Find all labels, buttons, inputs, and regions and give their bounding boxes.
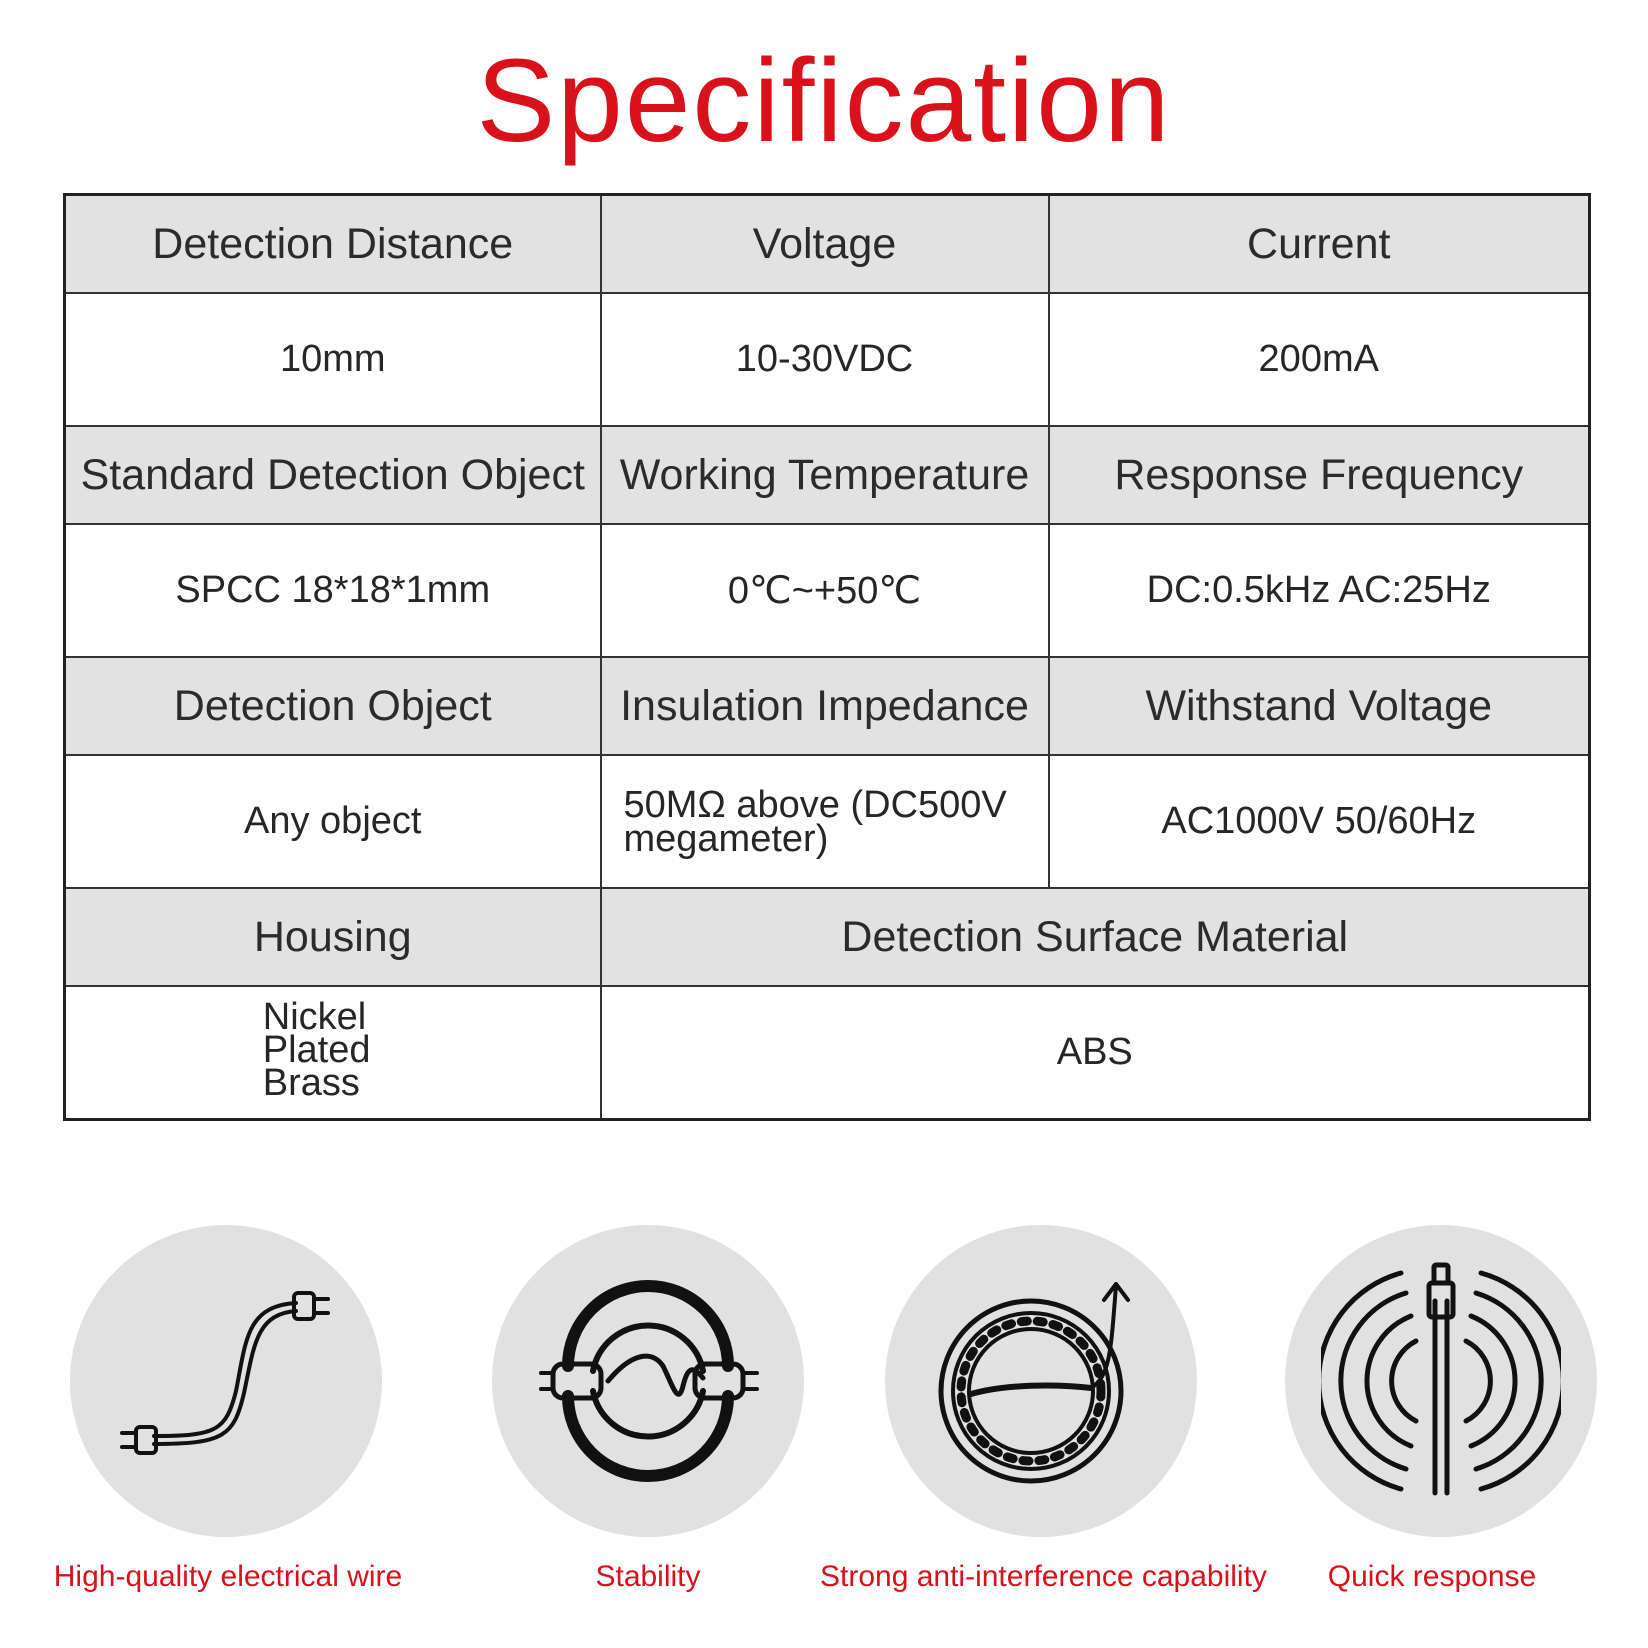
feature-strip [0,1225,1648,1625]
page-title: Specification [476,35,1172,167]
spec-table [63,193,1591,1121]
table-header-row [65,195,1590,294]
table-header-row [65,426,1590,524]
value-cell: 10mm [65,293,601,426]
table-value-row [65,986,1590,1120]
feature-label: Strong anti-interference capability [820,1560,1267,1593]
shielded-coil-icon [916,1266,1166,1496]
feature-circle [492,1225,804,1537]
feature-circle [885,1225,1197,1537]
value-cell: DC:0.5kHz AC:25Hz [1049,524,1590,657]
value-cell: AC1000V 50/60Hz [1049,755,1590,888]
header-cell: Detection Object [65,657,601,755]
header-cell: Housing [65,888,601,986]
header-cell: Working Temperature [601,426,1049,524]
value-cell: SPCC 18*18*1mm [65,524,601,657]
table-value-row [65,755,1590,888]
table-value-row [65,524,1590,657]
table-value-row [65,293,1590,426]
table-header-row [65,888,1590,986]
feature-label: Quick response [1327,1560,1537,1593]
feature-label: High-quality electrical wire [53,1560,403,1593]
plug-cable-icon [96,1281,356,1481]
header-cell: Withstand Voltage [1049,657,1590,755]
value-cell: ABS [601,986,1590,1120]
ring-connector-icon [513,1266,783,1496]
header-cell: Current [1049,195,1590,294]
table-header-row [65,657,1590,755]
feature-circle [1285,1225,1597,1537]
feature-circle [70,1225,382,1537]
value-cell: 50MΩ above (DC500V megameter) [601,755,1049,888]
value-cell: 200mA [1049,293,1590,426]
header-cell: Detection Distance [65,195,601,294]
header-cell: Insulation Impedance [601,657,1049,755]
signal-waves-icon [1321,1261,1561,1501]
value-cell: Any object [65,755,601,888]
value-cell [65,986,601,1120]
header-cell: Response Frequency [1049,426,1590,524]
header-cell: Voltage [601,195,1049,294]
feature-label: Stability [595,1560,701,1593]
header-cell: Detection Surface Material [601,888,1590,986]
value-cell: 10-30VDC [601,293,1049,426]
value-cell: 0℃~+50℃ [601,524,1049,657]
housing-value: Nickel Plated Brass [262,995,371,1104]
header-cell: Standard Detection Object [65,426,601,524]
